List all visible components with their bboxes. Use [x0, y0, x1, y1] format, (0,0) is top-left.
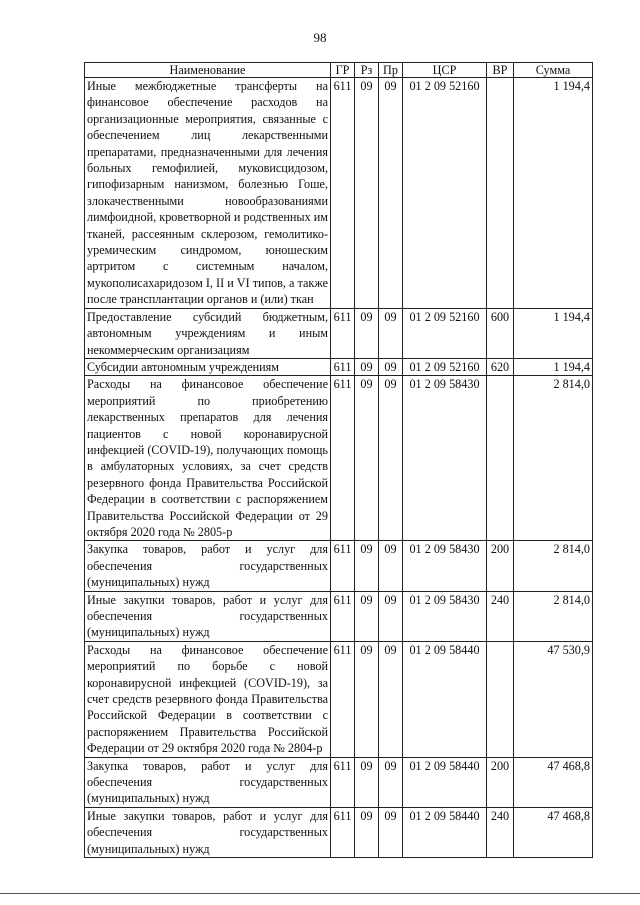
cell-sum: 2 814,0	[514, 376, 593, 541]
cell-rz: 09	[355, 541, 379, 591]
cell-rz: 09	[355, 376, 379, 541]
cell-rz: 09	[355, 757, 379, 807]
cell-vr: 200	[487, 757, 514, 807]
cell-gr: 611	[331, 376, 355, 541]
page-bottom-divider	[0, 893, 640, 894]
cell-name: Иные закупки товаров, работ и услуг для обеспечения государственных (муниципальных) нужд	[85, 591, 331, 641]
cell-sum: 2 814,0	[514, 591, 593, 641]
cell-name: Закупка товаров, работ и услуг для обеспечения государственных (муниципальных) нужд	[85, 541, 331, 591]
table-row	[85, 757, 593, 807]
header-pr: Пр	[379, 63, 403, 78]
cell-sum: 1 194,4	[514, 358, 593, 375]
header-sum: Сумма	[514, 63, 593, 78]
cell-vr	[487, 641, 514, 757]
cell-sum: 2 814,0	[514, 541, 593, 591]
header-csr: ЦСР	[403, 63, 487, 78]
table-row	[85, 807, 593, 857]
cell-csr: 01 2 09 58440	[403, 807, 487, 857]
cell-pr: 09	[379, 807, 403, 857]
cell-name: Предоставление субсидий бюджетным, автономным учреждениям и иным некоммерческим организациям	[85, 308, 331, 358]
cell-vr: 600	[487, 308, 514, 358]
cell-name: Расходы на финансовое обеспечение мероприятий по приобретению лекарственных препаратов для лечения пациентов с новой коронавирусной инфекцией (COVID-19), получающих помощь в амбулаторных условиях, за счет средств резервного фонда Правительства Российской Федерации в соответствии с распоряжением Правительства Российской Федерации от 29 октября 2020 года № 2805-р	[85, 376, 331, 541]
cell-gr: 611	[331, 541, 355, 591]
cell-csr: 01 2 09 52160	[403, 308, 487, 358]
table-header-row	[85, 63, 593, 78]
cell-name: Закупка товаров, работ и услуг для обеспечения государственных (муниципальных) нужд	[85, 757, 331, 807]
cell-pr: 09	[379, 591, 403, 641]
cell-gr: 611	[331, 308, 355, 358]
cell-sum: 1 194,4	[514, 78, 593, 309]
table-row	[85, 591, 593, 641]
cell-csr: 01 2 09 52160	[403, 78, 487, 309]
header-vr: ВР	[487, 63, 514, 78]
cell-gr: 611	[331, 807, 355, 857]
cell-vr: 240	[487, 591, 514, 641]
cell-name: Иные межбюджетные трансферты на финансовое обеспечение расходов на организационные мероприятия, связанные с обеспечением лиц лекарственными препаратами, предназначенными для лечения больных гемофилией, муковисцидозом, гипофизарным нанизмом, болезнью Гоше, злокачественными новообразованиями лимфоидной, кроветворной и родственных им тканей, рассеянным склерозом, гемолитико-уремическим синдромом, юношеским артритом с системным началом, мукополисахаридозом I, II и VI типов, а также после трансплантации органов и (или) ткан	[85, 78, 331, 309]
cell-vr: 620	[487, 358, 514, 375]
cell-pr: 09	[379, 757, 403, 807]
cell-rz: 09	[355, 358, 379, 375]
cell-pr: 09	[379, 641, 403, 757]
cell-gr: 611	[331, 358, 355, 375]
header-rz: Рз	[355, 63, 379, 78]
cell-gr: 611	[331, 591, 355, 641]
cell-vr	[487, 78, 514, 309]
cell-csr: 01 2 09 58440	[403, 641, 487, 757]
cell-csr: 01 2 09 58440	[403, 757, 487, 807]
cell-gr: 611	[331, 641, 355, 757]
cell-gr: 611	[331, 757, 355, 807]
cell-rz: 09	[355, 308, 379, 358]
cell-pr: 09	[379, 78, 403, 309]
cell-pr: 09	[379, 308, 403, 358]
cell-vr: 200	[487, 541, 514, 591]
cell-pr: 09	[379, 358, 403, 375]
table-row	[85, 308, 593, 358]
cell-csr: 01 2 09 58430	[403, 591, 487, 641]
header-gr: ГР	[331, 63, 355, 78]
cell-rz: 09	[355, 807, 379, 857]
cell-vr	[487, 376, 514, 541]
header-name: Наименование	[85, 63, 331, 78]
cell-name: Субсидии автономным учреждениям	[85, 358, 331, 375]
cell-csr: 01 2 09 58430	[403, 541, 487, 591]
page-number: 98	[313, 30, 327, 45]
cell-sum: 47 468,8	[514, 807, 593, 857]
cell-rz: 09	[355, 641, 379, 757]
cell-vr: 240	[487, 807, 514, 857]
cell-pr: 09	[379, 376, 403, 541]
cell-rz: 09	[355, 78, 379, 309]
cell-csr: 01 2 09 52160	[403, 358, 487, 375]
cell-pr: 09	[379, 541, 403, 591]
cell-name: Иные закупки товаров, работ и услуг для обеспечения государственных (муниципальных) нужд	[85, 807, 331, 857]
table-row	[85, 78, 593, 309]
table-row	[85, 358, 593, 375]
cell-csr: 01 2 09 58430	[403, 376, 487, 541]
cell-rz: 09	[355, 591, 379, 641]
table-row	[85, 541, 593, 591]
cell-gr: 611	[331, 78, 355, 309]
table-row	[85, 641, 593, 757]
cell-sum: 1 194,4	[514, 308, 593, 358]
cell-sum: 47 530,9	[514, 641, 593, 757]
cell-name: Расходы на финансовое обеспечение мероприятий по борьбе с новой коронавирусной инфекцией (COVID-19), за счет средств резервного фонда Правительства Российской Федерации в соответствии с распоряжением Правительства Российской Федерации от 29 октября 2020 года № 2804-р	[85, 641, 331, 757]
cell-sum: 47 468,8	[514, 757, 593, 807]
budget-table	[84, 62, 593, 858]
table-row	[85, 376, 593, 541]
